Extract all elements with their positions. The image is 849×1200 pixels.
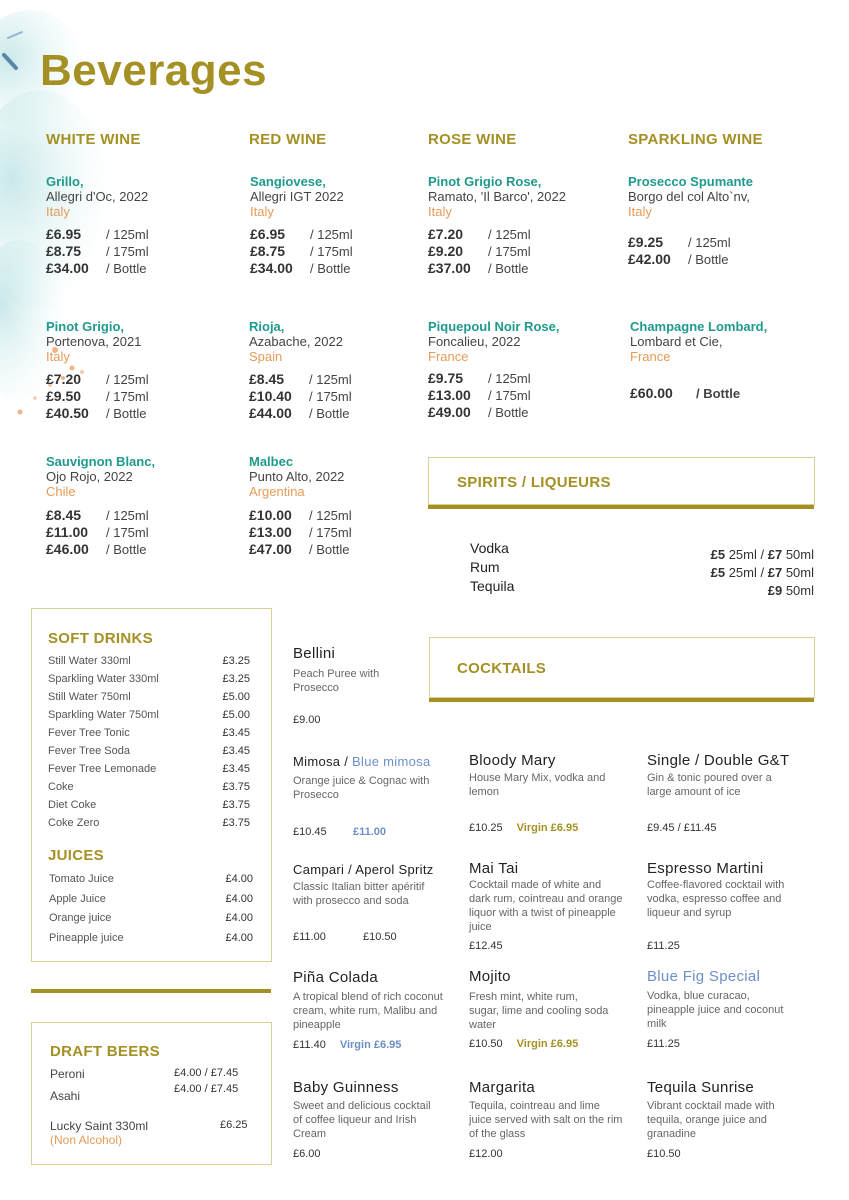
item-name: Orange juice [49,912,112,924]
spirit-price-part: £5 [710,565,726,580]
wine-price-size: / Bottle [106,542,147,557]
wine-prices [46,507,149,558]
wine-price-size: / Bottle [106,406,147,421]
wine-price-row [428,370,531,387]
item-name: Fever Tree Lemonade [48,763,157,775]
spirit-price-part: 50ml [785,547,814,562]
cocktail-espresso-price: £11.25 [647,940,680,952]
cocktail-maitai-name: Mai Tai [469,860,519,877]
wine-price-row [249,388,352,405]
wine-price-amount: £6.95 [250,226,286,242]
cocktail-campari-desc: Classic Italian bitter apéritif with prosecco and soda [293,881,425,907]
wine-name: Sauvignon Blanc, [46,454,156,469]
wine-price-amount: £8.75 [46,243,82,259]
spirit-vodka: Vodka [470,540,509,556]
cocktail-mimosa-name [293,754,430,769]
menu-row [48,673,250,691]
item-name: Apple Juice [49,892,106,905]
wine-price-size: / 125ml [309,372,352,387]
wine-price-row [46,524,149,541]
cocktail-gt-price: £9.45 / £11.45 [647,822,717,834]
wine-price-size: / 125ml [106,372,149,387]
wine-price-amount: £9.50 [46,388,82,404]
spirit-price-row [711,582,814,600]
cocktail-bellini-price: £9.00 [293,714,321,726]
beer-peroni-price: £4.00 / £7.45 [174,1067,239,1079]
cocktail-maitai-price: £12.45 [469,940,503,952]
wine-price-amount: £6.95 [46,226,82,242]
spirit-price-part: 25ml / [728,547,765,562]
mojito-price: £10.50 [469,1038,503,1050]
wine-price-size: / Bottle [488,261,529,276]
wine-price-row [249,541,352,558]
wine-prices [428,370,531,421]
cocktail-mimosa-desc: Orange juice & Cognac with Prosecco [293,775,430,801]
wine-price-amount: £37.00 [428,260,471,276]
cocktail-margarita-price: £12.00 [469,1148,503,1160]
wine-name: Pinot Grigio Rose, [428,174,542,189]
wine-price-size: / 175ml [310,244,353,259]
wine-producer: Allegri IGT 2022 [250,189,344,204]
wine-price-amount: £8.75 [250,243,286,259]
cocktail-campari-name: Campari / Aperol Spritz [293,862,434,877]
item-price: £3.45 [222,763,250,775]
beer-peroni: Peroni [50,1067,85,1081]
cocktail-blue-mimosa-price: £11.00 [353,826,387,838]
spirit-price-part: £7 [767,547,783,562]
cocktail-bloody-desc: House Mary Mix, vodka and lemon [469,772,606,798]
wine-price-row [249,524,352,541]
wine-prices [630,385,740,402]
wine-price-size: / 125ml [310,227,353,242]
cocktail-sunrise-name: Tequila Sunrise [647,1079,755,1096]
wine-origin: France [428,349,469,364]
wine-price-size: / Bottle [696,386,741,401]
cocktail-bluefig-price: £11.25 [647,1038,680,1050]
wine-prices [249,507,352,558]
spirit-tequila: Tequila [470,578,515,594]
wine-price-size: / 175ml [309,389,352,404]
wine-price-row [250,226,353,243]
wine-price-amount: £49.00 [428,404,471,420]
wine-entry [428,319,559,364]
juices-title: JUICES [48,847,104,864]
wine-price-row [46,243,149,260]
cocktail-sunrise-price: £10.50 [647,1148,681,1160]
wine-price-amount: £9.20 [428,243,464,259]
wine-price-size: / 175ml [106,389,149,404]
item-name: Still Water 750ml [48,691,131,703]
cocktail-bloody-price [469,822,578,834]
cocktail-margarita-name: Margarita [469,1079,536,1096]
wine-price-row [630,385,740,402]
wine-price-size: / 175ml [309,525,352,540]
menu-row [48,727,250,745]
item-name: Coke Zero [48,817,100,829]
wine-origin: France [630,349,671,364]
item-name: Coke [48,781,74,793]
wine-producer: Borgo del col Alto`nv, [628,189,750,204]
cocktail-baby-price: £6.00 [293,1148,321,1160]
wine-price-row [46,371,149,388]
bloody-price: £10.25 [469,822,503,834]
wine-price-size: / 125ml [488,371,531,386]
menu-row [48,691,250,709]
item-name: Still Water 330ml [48,655,131,667]
wine-origin: Spain [249,349,283,364]
item-name: Diet Coke [48,799,97,811]
wine-price-amount: £10.00 [249,507,292,523]
spirits-title: SPIRITS / LIQUEURS [457,474,611,491]
wine-entry [46,174,148,219]
wine-origin: Italy [46,204,70,219]
wine-price-size: / 175ml [488,244,531,259]
spirit-rum: Rum [470,559,500,575]
wine-entry [428,174,566,219]
pina-price: £11.40 [293,1039,326,1051]
wine-producer: Ojo Rojo, 2022 [46,469,133,484]
beer-lucky-saint-price: £6.25 [220,1119,248,1131]
wine-price-row [428,387,531,404]
cocktail-espresso-desc: Coffee-flavored cocktail with vodka, espresso coffee and liqueur and syrup [647,879,785,919]
spirits-header-box [428,457,815,505]
blue-mimosa-label: Blue mimosa [352,754,431,769]
wine-price-row [46,405,149,422]
wine-price-amount: £60.00 [630,385,673,401]
wine-price-amount: £34.00 [250,260,293,276]
spirit-price-row [711,564,814,582]
category-white-wine: WHITE WINE [46,131,141,148]
wine-price-amount: £7.20 [428,226,464,242]
item-name: Fever Tree Soda [48,745,130,757]
item-name: Pineapple juice [49,931,124,944]
pina-virgin-price: Virgin £6.95 [339,1039,402,1051]
wine-price-row [249,405,352,422]
item-price: £3.45 [222,727,250,739]
cocktail-sunrise-desc: Vibrant cocktail made with tequila, orange juice and granadine [647,1100,775,1140]
menu-row [48,655,250,673]
wine-origin: Chile [46,484,76,499]
wine-price-size: / Bottle [488,405,529,420]
cocktail-gt-name: Single / Double G&T [647,752,790,769]
wine-origin: Italy [46,349,70,364]
wine-producer: Ramato, 'Il Barco', 2022 [428,189,566,204]
wine-price-row [46,226,149,243]
cocktail-bellini-name: Bellini [293,645,336,662]
menu-row [48,799,250,817]
wine-name: Malbec [249,454,294,469]
soft-drinks-list [48,655,250,835]
spirit-price-part: £7 [767,565,783,580]
cocktails-title: COCKTAILS [457,660,547,677]
wine-price-size: / Bottle [309,542,350,557]
cocktail-maitai-desc: Cocktail made of white and dark rum, cointreau and orange liquor with a twist of pineapple juice [469,879,623,933]
wine-price-amount: £44.00 [249,405,292,421]
wine-origin: Italy [428,204,452,219]
spirits-prices [711,546,814,600]
draft-beers-title: DRAFT BEERS [50,1043,160,1060]
wine-price-row [46,388,149,405]
wine-name: Prosecco Spumante [628,174,753,189]
soft-drinks-title: SOFT DRINKS [48,630,153,647]
item-name: Sparkling Water 330ml [48,673,159,685]
wine-entry [630,319,767,364]
soft-drinks-box [31,608,272,962]
wine-price-row [250,243,353,260]
wine-price-row [628,234,731,251]
cocktails-divider [429,698,814,702]
menu-row [48,817,250,835]
menu-row [48,709,250,727]
cocktail-campari-price: £11.00 [293,931,326,943]
wine-producer: Azabache, 2022 [249,334,343,349]
cocktail-mojito-price [469,1038,578,1050]
wine-price-amount: £10.40 [249,388,292,404]
item-price: £3.75 [222,781,250,793]
wine-origin: Italy [250,204,274,219]
wine-origin: Italy [628,204,652,219]
wine-name: Pinot Grigio, [46,319,124,334]
wine-price-row [428,243,531,260]
cocktails-header-box [429,637,815,698]
wine-price-amount: £8.45 [249,371,285,387]
item-name: Fever Tree Tonic [48,727,130,739]
wine-price-row [249,371,352,388]
wine-price-amount: £7.20 [46,371,82,387]
wine-price-amount: £47.00 [249,541,292,557]
menu-row [49,873,253,893]
spirit-price-part: £9 [767,583,783,598]
wine-price-row [46,541,149,558]
cocktail-margarita-desc: Tequila, cointreau and lime juice served with salt on the rim of the glass [469,1100,623,1140]
cocktail-aperol-price: £10.50 [363,931,397,943]
cocktail-bluefig-desc: Vodka, blue curacao, pineapple juice and coconut milk [647,990,784,1030]
wine-price-size: / 125ml [106,227,149,242]
wine-producer: Punto Alto, 2022 [249,469,345,484]
spirits-names [470,539,514,596]
cocktail-mojito-desc: Fresh mint, white rum, sugar, lime and cooling soda water [469,991,609,1031]
mimosa-label: Mimosa / [293,754,353,769]
wine-price-amount: £11.00 [46,524,89,540]
wine-entry [628,174,753,219]
item-price: £3.75 [222,817,250,829]
wine-producer: Foncalieu, 2022 [428,334,521,349]
wine-name: Rioja, [249,319,285,334]
wine-price-size: / Bottle [106,261,147,276]
wine-prices [46,226,149,277]
wine-entry [249,454,344,499]
wine-price-row [428,226,531,243]
item-price: £5.00 [222,691,250,703]
wine-price-size: / Bottle [310,261,351,276]
cocktail-gt-desc: Gin & tonic poured over a large amount of ice [647,772,772,798]
wine-price-size: / Bottle [688,252,729,267]
wine-price-amount: £46.00 [46,541,89,557]
item-price: £3.45 [222,745,250,757]
wine-price-amount: £34.00 [46,260,89,276]
wine-price-row [46,507,149,524]
wine-price-size: / 175ml [106,244,149,259]
beer-lucky-saint-note: (Non Alcohol) [50,1133,123,1147]
wine-price-size: / Bottle [309,406,350,421]
wine-origin: Argentina [249,484,305,499]
cocktail-pina-name: Piña Colada [293,969,379,986]
menu-row [48,763,250,781]
item-price: £3.25 [222,655,250,667]
wine-price-amount: £40.50 [46,405,89,421]
wine-name: Piquepoul Noir Rose, [428,319,560,334]
wine-entry [250,174,344,219]
category-red-wine: RED WINE [249,131,327,148]
wine-price-row [250,260,353,277]
draft-beers-box [31,1022,272,1165]
menu-row [48,745,250,763]
cocktail-bellini-desc: Peach Puree with Prosecco [293,668,380,694]
cocktail-espresso-name: Espresso Martini [647,860,764,877]
wine-price-row [428,404,531,421]
wine-price-amount: £9.25 [628,234,664,250]
wine-producer: Lombard et Cie, [630,334,723,349]
wine-name: Grillo, [46,174,84,189]
beer-asahi-price: £4.00 / £7.45 [174,1083,239,1095]
wine-price-amount: £9.75 [428,370,464,386]
cocktail-pina-price [293,1039,401,1051]
beer-lucky-saint: Lucky Saint 330ml [50,1119,149,1133]
cocktail-bloody-name: Bloody Mary [469,752,556,769]
item-price: £4.00 [225,931,253,944]
cocktail-pina-desc: A tropical blend of rich coconut cream, white rum, Malibu and pineapple [293,991,443,1031]
item-price: £4.00 [225,892,253,905]
item-price: £5.00 [222,709,250,721]
bloody-virgin-price: Virgin £6.95 [516,822,579,834]
wine-producer: Allegri d'Oc, 2022 [46,189,149,204]
wine-price-amount: £13.00 [428,387,471,403]
wine-prices [428,226,531,277]
beer-asahi: Asahi [50,1089,81,1103]
item-name: Tomato Juice [49,873,114,885]
wine-price-amount: £13.00 [249,524,292,540]
cocktail-baby-name: Baby Guinness [293,1079,399,1096]
wine-price-amount: £8.45 [46,507,82,523]
wine-price-row [428,260,531,277]
wine-price-row [46,260,149,277]
wine-entry [46,454,155,499]
category-sparkling-wine: SPARKLING WINE [628,131,763,148]
spirit-price-part: 50ml [785,583,814,598]
wine-price-size: / 125ml [688,235,731,250]
mojito-virgin-price: Virgin £6.95 [516,1038,579,1050]
spirits-divider [428,505,814,509]
beers-divider [31,989,271,993]
cocktail-mimosa-price: £10.45 [293,826,327,838]
wine-price-amount: £42.00 [628,251,671,267]
menu-row [49,932,253,952]
wine-price-row [628,251,731,268]
wine-prices [250,226,353,277]
wine-price-size: / 125ml [309,508,352,523]
page-title: Beverages [40,46,268,95]
wine-producer: Portenova, 2021 [46,334,142,349]
item-price: £3.25 [222,673,250,685]
wine-prices [628,234,731,268]
wine-prices [249,371,352,422]
wine-price-size: / 125ml [488,227,531,242]
cocktail-baby-desc: Sweet and delicious cocktail of coffee liqueur and Irish Cream [293,1100,431,1140]
item-price: £4.00 [225,912,253,924]
juices-list [49,873,253,951]
category-rose-wine: ROSE WINE [428,131,517,148]
menu-row [49,912,253,932]
wine-price-size: / 175ml [488,388,531,403]
wine-price-row [249,507,352,524]
spirit-price-row [711,546,814,564]
wine-entry [249,319,343,364]
wine-entry [46,319,141,364]
wine-price-size: / 175ml [106,525,149,540]
item-name: Sparkling Water 750ml [48,709,159,721]
menu-row [49,893,253,913]
wine-name: Champagne Lombard, [630,319,768,334]
cocktail-bluefig-name: Blue Fig Special [647,968,761,985]
spirit-price-part: 25ml / [728,565,765,580]
item-price: £3.75 [222,799,250,811]
cocktail-mojito-name: Mojito [469,968,511,985]
menu-row [48,781,250,799]
item-price: £4.00 [225,873,253,885]
wine-name: Sangiovese, [250,174,326,189]
wine-price-size: / 125ml [106,508,149,523]
spirit-price-part: £5 [710,547,726,562]
spirit-price-part: 50ml [785,565,814,580]
wine-prices [46,371,149,422]
